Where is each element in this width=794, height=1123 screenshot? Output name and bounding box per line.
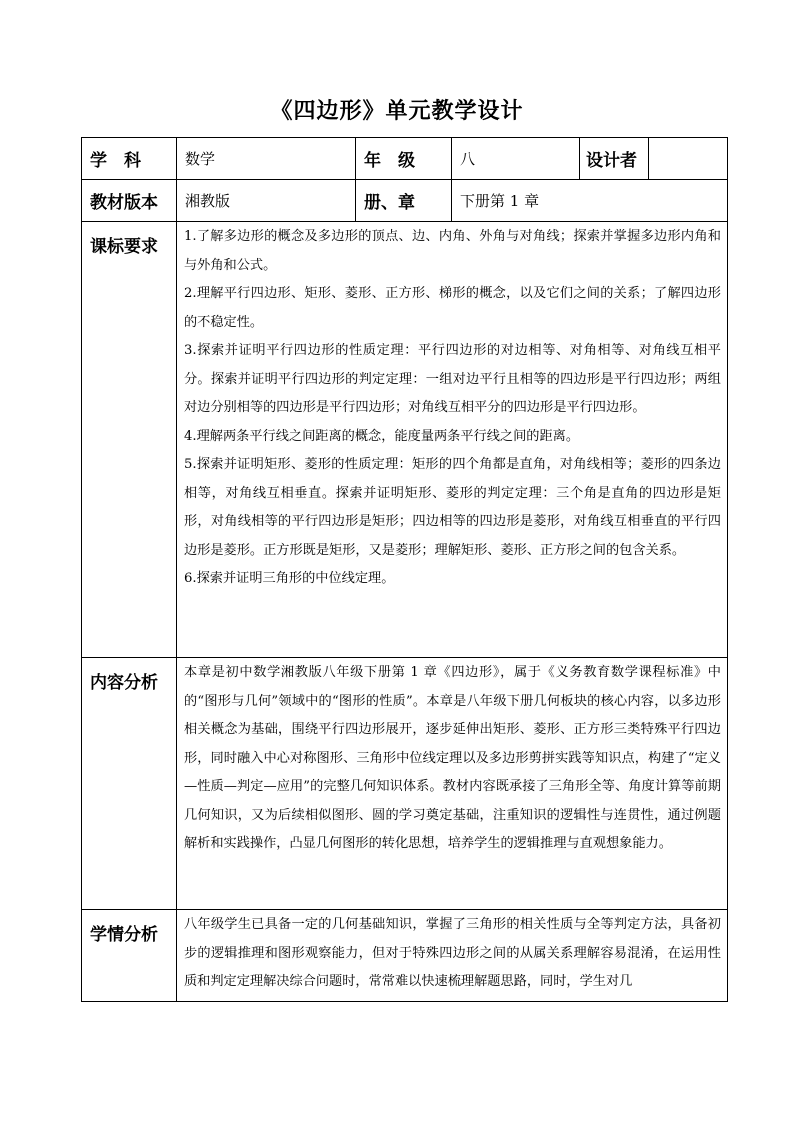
standard-item-4: 4.理解两条平行线之间距离的概念，能度量两条平行线之间的距离。 (184, 428, 580, 444)
lesson-plan-table (81, 137, 728, 1002)
standard-item-2: 2.理解平行四边形、矩形、菱形、正方形、梯形的概念，以及它们之间的关系；了解四边形的不稳定性。 (184, 286, 721, 330)
standards-row (82, 222, 728, 658)
header-row-subject (82, 138, 728, 180)
grade-label: 年 级 (356, 138, 452, 180)
standards-label: 课标要求 (82, 222, 177, 658)
designer-label: 设计者 (580, 138, 649, 180)
standard-item-6: 6.探索并证明三角形的中位线定理。 (184, 571, 395, 586)
grade-value: 八 (452, 138, 580, 180)
volume-label: 册、章 (356, 180, 452, 222)
content-label: 内容分析 (82, 658, 177, 910)
content-text: 本章是初中数学湘教版八年级下册第 1 章《四边形》，属于《义务教育数学课程标准》中的“图形与几何”领域中的“图形的性质”。本章是八年级下册几何板块的核心内容，以多边形相关概念为基础，围绕平行四边形展开，逐步延伸出矩形、菱形、正方形三类特殊平行四边形，同时融入中心对称图形、三角形中位线定理以及多边形剪拼实践等知识点，构建了“定义—性质—判定—应用”的完整几何知识体系。教材内容既承接了三角形全等、角度计算等前期几何知识，又为后续相似图形、圆的学习奠定基础，注重知识的逻辑性与连贯性，通过例题解析和实践操作，凸显几何图形的转化思想，培养学生的逻辑推理与直观想象能力。 (177, 658, 728, 910)
volume-value: 下册第 1 章 (452, 180, 728, 222)
standard-item-5: 5.探索并证明矩形、菱形的性质定理：矩形的四个角都是直角，对角线相等；菱形的四条边相等，对角线互相垂直。探索并证明矩形、菱形的判定定理：三个角是直角的四边形是矩形，对角线相等的平行四边形是矩形；四边相等的四边形是菱形，对角线互相垂直的平行四边形是菱形。正方形既是矩形，又是菱形；理解矩形、菱形、正方形之间的包含关系。 (184, 457, 721, 558)
subject-value: 数学 (177, 138, 356, 180)
learners-label: 学情分析 (82, 910, 177, 1002)
header-row-edition (82, 180, 728, 222)
learners-row (82, 910, 728, 1002)
standard-item-1: 1.了解多边形的概念及多边形的顶点、边、内角、外角与对角线；探索并掌握多边形内角和与外角和公式。 (184, 229, 721, 273)
standard-item-3: 3.探索并证明平行四边形的性质定理：平行四边形的对边相等、对角相等、对角线互相平分。探索并证明平行四边形的判定定理：一组对边平行且相等的四边形是平行四边形；两组对边分别相等的四边形是平行四边形；对角线互相平分的四边形是平行四边形。 (184, 343, 721, 415)
learners-text: 八年级学生已具备一定的几何基础知识，掌握了三角形的相关性质与全等判定方法，具备初步的逻辑推理和图形观察能力，但对于特殊四边形之间的从属关系理解容易混淆，在运用性质和判定定理解决综合问题时，常常难以快速梳理解题思路，同时，学生对几 (177, 910, 728, 1002)
content-row (82, 658, 728, 910)
edition-label: 教材版本 (82, 180, 177, 222)
edition-value: 湘教版 (177, 180, 356, 222)
subject-label: 学 科 (82, 138, 177, 180)
standards-content (177, 222, 728, 658)
designer-value (649, 138, 728, 180)
page-title: 《四边形》单元教学设计 (270, 98, 524, 124)
